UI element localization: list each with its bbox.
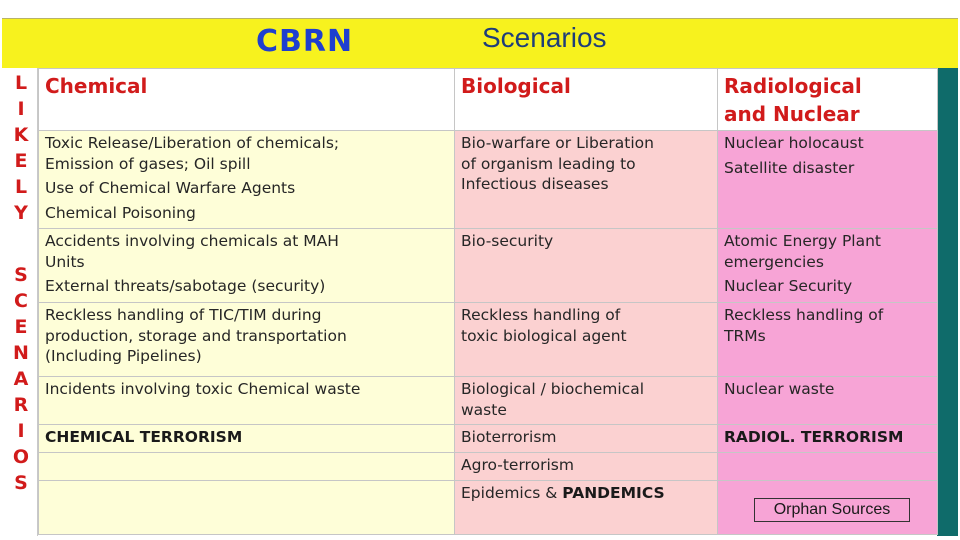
table-row — [39, 303, 938, 377]
table-row — [39, 131, 938, 229]
teal-side-bar — [937, 68, 958, 536]
side-letter: R — [13, 394, 29, 416]
side-letter: O — [12, 446, 30, 468]
table-row — [39, 453, 938, 481]
cell-biological — [455, 481, 718, 535]
cell-line: Toxic Release/Liberation of chemicals; — [45, 134, 340, 152]
cell-line: Incidents involving toxic Chemical waste — [45, 380, 361, 398]
cell-line: Reckless handling of — [461, 306, 621, 324]
cell-chemical — [39, 303, 455, 377]
cell-radiological — [718, 453, 938, 481]
cell-line — [461, 483, 711, 504]
side-letter: I — [17, 98, 25, 120]
title-scenarios: Scenarios — [482, 22, 607, 53]
table-row — [39, 425, 938, 453]
table-row — [39, 229, 938, 303]
cell-line: Bio-warfare or Liberation — [461, 134, 654, 152]
cell-chemical — [39, 229, 455, 303]
scenario-table — [38, 68, 938, 535]
cell-line: Reckless handling of — [724, 306, 884, 324]
cell-line: Use of Chemical Warfare Agents — [45, 179, 296, 197]
cell-line: Reckless handling of TIC/TIM during — [45, 306, 322, 324]
title-cbrn: CBRN — [256, 24, 354, 59]
cell-line: Infectious diseases — [461, 175, 609, 193]
cell-line: Chemical Poisoning — [45, 203, 196, 222]
cell-biological — [455, 229, 718, 303]
orphan-sources-box: Orphan Sources — [754, 498, 910, 522]
cell-chemical — [39, 481, 455, 535]
cell-biological — [455, 453, 718, 481]
cell-line: Nuclear Security — [724, 277, 853, 295]
cell-line: Biological / biochemical — [461, 380, 645, 398]
side-letter: N — [13, 342, 29, 364]
table-row — [39, 377, 938, 425]
side-letter: A — [13, 368, 29, 390]
cell-radiological — [718, 425, 938, 453]
side-letter: Y — [14, 202, 28, 224]
side-letter: L — [14, 72, 28, 94]
cell-line: Units — [45, 252, 85, 271]
side-letter: L — [14, 176, 28, 198]
cell-line: toxic biological agent — [461, 326, 627, 345]
column-header-chemical-label: Chemical — [45, 74, 148, 98]
cell-biological — [455, 377, 718, 425]
side-letter: C — [14, 290, 28, 312]
cell-line: Agro-terrorism — [461, 456, 574, 474]
column-header-radiological — [718, 69, 938, 131]
column-header-biological-label: Biological — [461, 74, 571, 98]
cell-line: Bioterrorism — [461, 428, 557, 446]
cell-line: production, storage and transportation — [45, 326, 347, 345]
cell-line: Bio-security — [461, 232, 554, 250]
cell-line: Accidents involving chemicals at MAH — [45, 232, 339, 250]
side-label-likely-scenarios — [4, 68, 38, 536]
side-letter: E — [14, 316, 28, 338]
cell-chemical — [39, 453, 455, 481]
cell-chemical — [39, 377, 455, 425]
side-letter: E — [14, 150, 28, 172]
side-letter: S — [14, 264, 28, 286]
epidemics-text: Epidemics & — [461, 484, 563, 502]
cell-line: CHEMICAL TERRORISM — [45, 428, 243, 446]
cell-line: Satellite disaster — [724, 158, 855, 177]
cell-line: TRMs — [724, 326, 766, 345]
cell-line: Nuclear waste — [724, 380, 835, 398]
cell-radiological — [718, 131, 938, 229]
cell-line: Nuclear holocaust — [724, 134, 864, 152]
cell-chemical — [39, 425, 455, 453]
cell-line: (Including Pipelines) — [45, 347, 202, 365]
title-bar — [2, 18, 958, 68]
cell-radiological — [718, 377, 938, 425]
side-letter: K — [13, 124, 29, 146]
cell-radiological — [718, 303, 938, 377]
side-letter: I — [17, 420, 25, 442]
cell-line: of organism leading to — [461, 154, 636, 173]
column-header-radiological-line1: Radiological — [724, 74, 862, 98]
cell-biological — [455, 131, 718, 229]
cell-radiological — [718, 229, 938, 303]
cell-line: External threats/sabotage (security) — [45, 277, 326, 295]
column-header-radiological-line2: and Nuclear — [724, 102, 860, 126]
cell-biological — [455, 425, 718, 453]
column-header-biological — [455, 69, 718, 131]
header-row — [39, 69, 938, 131]
cell-line: Atomic Energy Plant — [724, 232, 881, 250]
cell-line: waste — [461, 400, 507, 419]
cell-line: Emission of gases; Oil spill — [45, 154, 251, 173]
cell-line: emergencies — [724, 252, 824, 271]
cell-biological — [455, 303, 718, 377]
side-letter: S — [14, 472, 28, 494]
cell-chemical — [39, 131, 455, 229]
column-header-chemical — [39, 69, 455, 131]
pandemics-text: PANDEMICS — [562, 484, 665, 502]
cell-line: RADIOL. TERRORISM — [724, 428, 904, 446]
